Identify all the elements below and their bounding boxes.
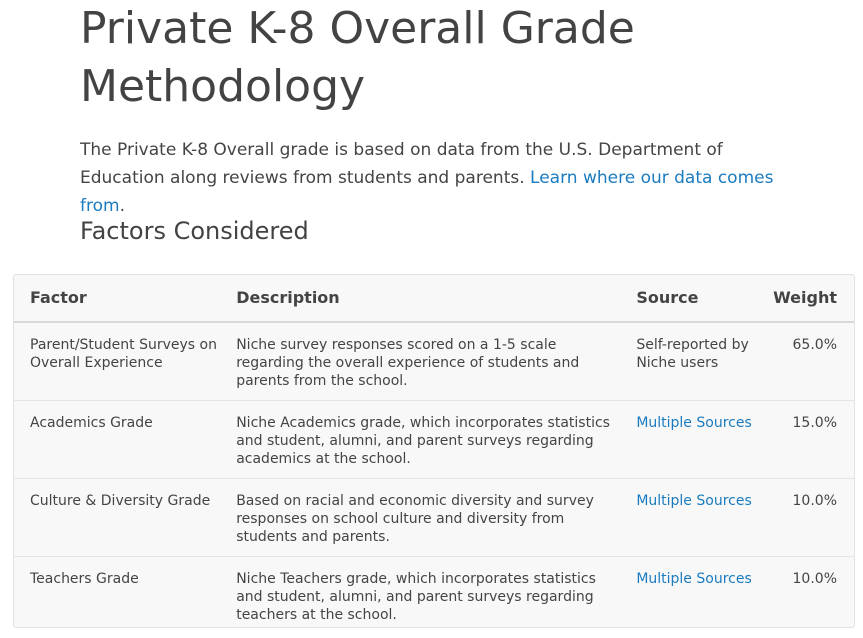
factors-heading: Factors Considered: [80, 217, 309, 245]
cell-source: [620, 401, 757, 479]
data-sources-link[interactable]: Learn where our data comes from: [80, 168, 774, 216]
cell-factor: Academics Grade: [14, 401, 220, 479]
factors-table-container: [13, 274, 855, 628]
header-description: Description: [220, 275, 620, 322]
cell-factor: Parent/Student Surveys on Overall Experience: [14, 322, 220, 401]
table-row: [14, 479, 854, 557]
header-weight: Weight: [757, 275, 854, 322]
intro-paragraph: [80, 136, 810, 220]
table-body: [14, 322, 854, 628]
table-row: [14, 322, 854, 401]
table-row: [14, 557, 854, 629]
intro-trailing: .: [119, 196, 125, 216]
cell-description: Niche Teachers grade, which incorporates statistics and student, alumni, and parent surveys regarding teachers at the school.: [236, 571, 596, 623]
cell-source: [620, 479, 757, 557]
cell-description: Niche survey responses scored on a 1-5 scale regarding the overall experience of students and parents from the school.: [220, 322, 620, 401]
factors-table: [14, 275, 854, 628]
cell-weight: 15.0%: [757, 401, 854, 479]
cell-description: Based on racial and economic diversity and survey responses on school culture and diversity from students and parents.: [220, 479, 620, 557]
source-link[interactable]: Multiple Sources: [636, 493, 752, 509]
source-link[interactable]: Multiple Sources: [636, 415, 752, 431]
cell-description: Niche Academics grade, which incorporates statistics and student, alumni, and parent surveys regarding academics at the school.: [220, 401, 620, 479]
cell-factor: Teachers Grade: [30, 571, 139, 587]
cell-source: [620, 557, 757, 629]
cell-weight: 10.0%: [792, 571, 837, 587]
table-header-row: [14, 275, 854, 322]
intro-text: The Private K-8 Overall grade is based on data from the U.S. Department of Education along reviews from students and parents.: [80, 140, 723, 188]
header-source: Source: [620, 275, 757, 322]
source-text: Self-reported by Niche users: [636, 337, 749, 371]
source-link[interactable]: Multiple Sources: [636, 571, 752, 587]
header-factor: Factor: [14, 275, 220, 322]
cell-weight: 10.0%: [757, 479, 854, 557]
cell-source: [620, 322, 757, 401]
cell-weight: 65.0%: [757, 322, 854, 401]
cell-factor: Culture & Diversity Grade: [14, 479, 220, 557]
table-row: [14, 401, 854, 479]
page-title: Private K-8 Overall Grade Methodology: [80, 3, 635, 112]
